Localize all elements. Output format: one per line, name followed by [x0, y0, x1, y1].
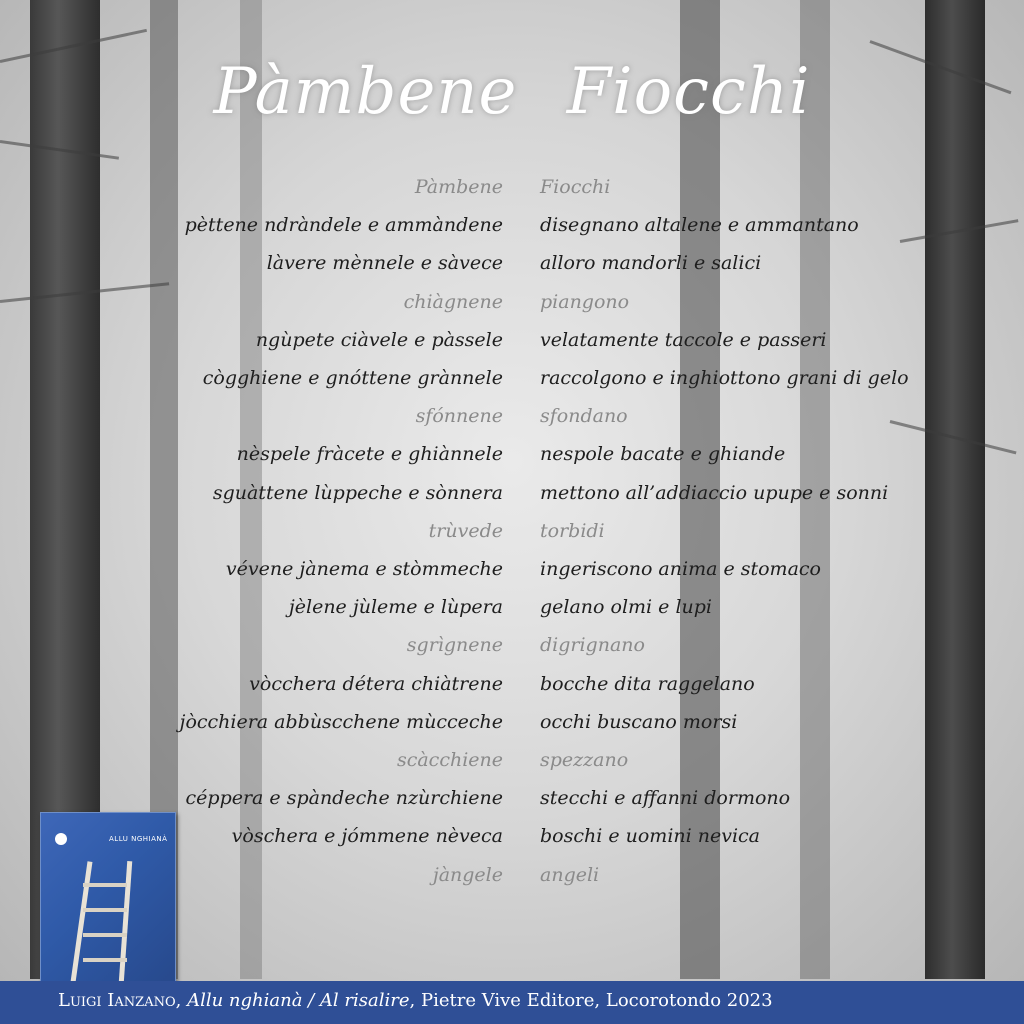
- dialect-verse: jèlene jùleme e lùpera: [288, 596, 503, 619]
- italian-verse: Fiocchi: [540, 176, 611, 198]
- dialect-verse: céppera e spàndeche nzùrchiene: [185, 787, 503, 810]
- italian-verse: torbidi: [540, 519, 605, 542]
- title-dialect: Pàmbene: [213, 55, 518, 129]
- dialect-verse: scàcchiene: [396, 749, 503, 771]
- dialect-verse: sgrìgnene: [406, 634, 503, 657]
- dialect-verse: Pàmbene: [414, 176, 503, 198]
- citation-bar: [0, 981, 1024, 1024]
- dialect-verse: jòcchiera abbùscchene mùcceche: [179, 710, 503, 733]
- title-italian: Fiocchi: [566, 55, 811, 129]
- poem-verse-row: [0, 439, 1024, 477]
- dialect-verse: sguàttene lùppeche e sònnera: [212, 481, 503, 504]
- italian-verse: bocche dita raggelano: [540, 672, 755, 695]
- poem-key-word-row: [0, 401, 1024, 439]
- italian-verse: spezzano: [540, 749, 629, 771]
- ladder-rung: [83, 883, 127, 887]
- dialect-verse: ngùpete ciàvele e pàssele: [255, 328, 503, 351]
- italian-verse: angeli: [540, 863, 600, 886]
- italian-verse: ingeriscono anima e stomaco: [540, 558, 821, 580]
- poem-key-word-row: [0, 745, 1024, 783]
- poem-key-word-row: [0, 172, 1024, 210]
- poem-verse-row: [0, 478, 1024, 516]
- italian-verse: gelano olmi e lupi: [540, 596, 713, 619]
- dialect-verse: nèspele fràcete e ghiànnele: [236, 443, 503, 466]
- italian-verse: sfondano: [540, 405, 628, 428]
- poem-verse-row: [0, 707, 1024, 745]
- poem-verse-row: [0, 210, 1024, 248]
- italian-verse: stecchi e affanni dormono: [540, 787, 791, 810]
- poem-verse-row: [0, 363, 1024, 401]
- publisher-logo-icon: [55, 833, 67, 845]
- dialect-verse: sfónnene: [415, 405, 503, 428]
- book-cover-title: ALLU NGHIANÀ: [109, 835, 168, 843]
- poem-verse-row: [0, 669, 1024, 707]
- poem-key-word-row: [0, 516, 1024, 554]
- ladder-rung: [83, 933, 127, 937]
- italian-verse: raccolgono e inghiottono grani di gelo: [540, 367, 909, 389]
- ladder-rung: [83, 958, 127, 962]
- ladder-rail: [71, 861, 93, 983]
- poem-verse-row: [0, 592, 1024, 630]
- italian-verse: occhi buscano morsi: [540, 710, 738, 733]
- citation-author: Luigi Ianzano,: [58, 990, 182, 1011]
- citation-publisher: , Pietre Vive Editore, Locorotondo 2023: [409, 990, 773, 1011]
- poem-verse-row: [0, 248, 1024, 286]
- poem-title: [0, 55, 1024, 129]
- book-cover: [40, 812, 176, 984]
- dialect-verse: vévene jànema e stòmmeche: [225, 558, 503, 580]
- dialect-verse: pèttene ndràndele e ammàndene: [184, 214, 503, 237]
- poem-verse-row: [0, 554, 1024, 592]
- italian-verse: disegnano altalene e ammantano: [540, 214, 859, 237]
- dialect-verse: trùvede: [428, 519, 503, 542]
- dialect-verse: chiàgnene: [403, 290, 503, 313]
- italian-verse: digrignano: [540, 634, 645, 657]
- dialect-verse: vòcchera détera chiàtrene: [249, 672, 503, 695]
- citation-work: Allu nghianà / Al risalire: [187, 990, 410, 1011]
- dialect-verse: jàngele: [432, 863, 503, 886]
- poem-key-word-row: [0, 287, 1024, 325]
- ladder-rail: [119, 861, 132, 983]
- italian-verse: piangono: [540, 290, 630, 313]
- italian-verse: nespole bacate e ghiande: [540, 443, 786, 466]
- dialect-verse: vòschera e jómmene nèveca: [231, 825, 503, 848]
- ladder-rung: [83, 908, 127, 912]
- italian-verse: alloro mandorli e salici: [540, 252, 762, 275]
- poem-key-word-row: [0, 630, 1024, 668]
- dialect-verse: cògghiene e gnóttene grànnele: [202, 367, 503, 389]
- poem-verse-row: [0, 325, 1024, 363]
- dialect-verse: làvere mènnele e sàvece: [266, 252, 503, 275]
- italian-verse: mettono all’addiaccio upupe e sonni: [540, 481, 889, 504]
- italian-verse: boschi e uomini nevica: [540, 825, 761, 848]
- italian-verse: velatamente taccole e passeri: [540, 328, 827, 351]
